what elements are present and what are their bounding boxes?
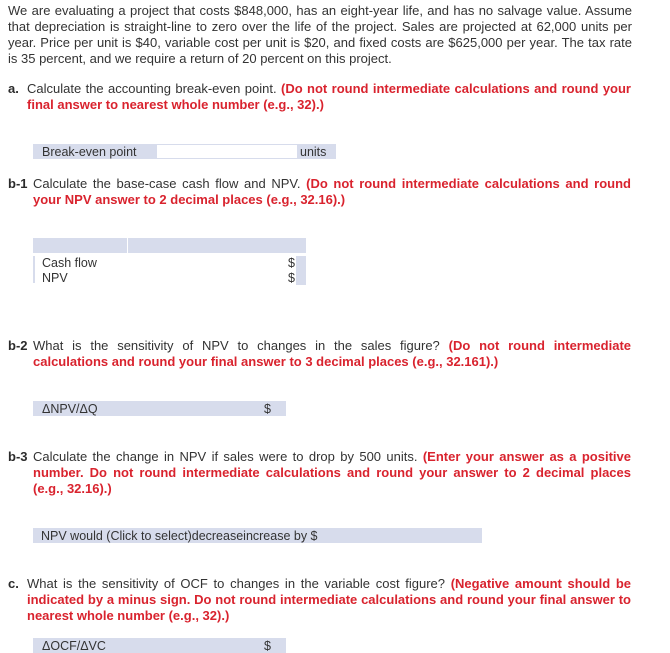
question-b2-note: (Do not round intermediate calculations and round your final answer to 3 decimal places (e.g., 32.161).) [33,338,631,369]
ocf-sensitivity-currency: $ [264,639,271,653]
cash-flow-currency: $ [288,256,295,270]
break-even-input[interactable] [157,145,297,158]
question-c-label: c. [8,576,19,591]
cash-npv-input-edge[interactable] [296,256,306,285]
question-c-note: (Negative amount should be indicated by a minus sign. Do not round intermediate calculations and round your final answer to nearest whole number (e.g., 32).) [27,576,632,623]
question-c-text [27,576,631,624]
npv-currency: $ [288,271,295,285]
question-b3-note: (Enter your answer as a positive number. Do not round intermediate calculations and round your answer to 2 decimal places (e.g., 32.16).) [33,449,631,496]
problem-statement: We are evaluating a project that costs $848,000, has an eight-year life, and has no salvage value. Assume that depreciation is straight-line to zero over the life of the project. Sales are projected at 62,000 units per year. Price per unit is $40, variable cost per unit is $20, and fixed costs are $625,000 per year. The tax rate is 35 percent, and we require a return of 20 percent on this project. [8,3,632,66]
question-b1-text [33,176,631,208]
question-b2-label: b-2 [8,338,28,353]
break-even-label: Break-even point [42,145,137,159]
ocf-sensitivity-label: ΔOCF/ΔVC [42,639,106,653]
npv-label: NPV [42,271,68,285]
cash-flow-label: Cash flow [42,256,97,270]
cash-npv-header [33,238,306,253]
npv-sensitivity-currency: $ [264,402,271,416]
question-a-prompt: Calculate the accounting break-even point. [27,81,277,96]
npv-sensitivity-input[interactable] [274,402,284,415]
question-a-text [27,81,631,113]
question-b2-text [33,338,631,370]
header-divider [127,238,128,253]
question-a-label: a. [8,81,19,96]
question-b3-label: b-3 [8,449,28,464]
break-even-unit: units [300,145,327,159]
question-b3-prompt: Calculate the change in NPV if sales were to drop by 500 units. [33,449,418,464]
question-b1-label: b-1 [8,176,28,191]
npv-sensitivity-label: ΔNPV/ΔQ [42,402,98,416]
ocf-sensitivity-input[interactable] [274,639,284,651]
question-b2-prompt: What is the sensitivity of NPV to changes in the sales figure? [33,338,440,353]
question-b3-text [33,449,631,497]
row-left-border [33,256,35,283]
question-a-note: (Do not round intermediate calculations and round your final answer to nearest whole number (e.g., 32).) [27,81,631,112]
question-b1-prompt: Calculate the base-case cash flow and NPV. [33,176,301,191]
question-c-prompt: What is the sensitivity of OCF to changes in the variable cost figure? [27,576,445,591]
question-b1-note: (Do not round intermediate calculations and round your NPV answer to 2 decimal places (e.g., 32.16).) [33,176,631,207]
npv-change-sentence[interactable]: NPV would (Click to select)decreaseincrease by $ [41,529,318,543]
